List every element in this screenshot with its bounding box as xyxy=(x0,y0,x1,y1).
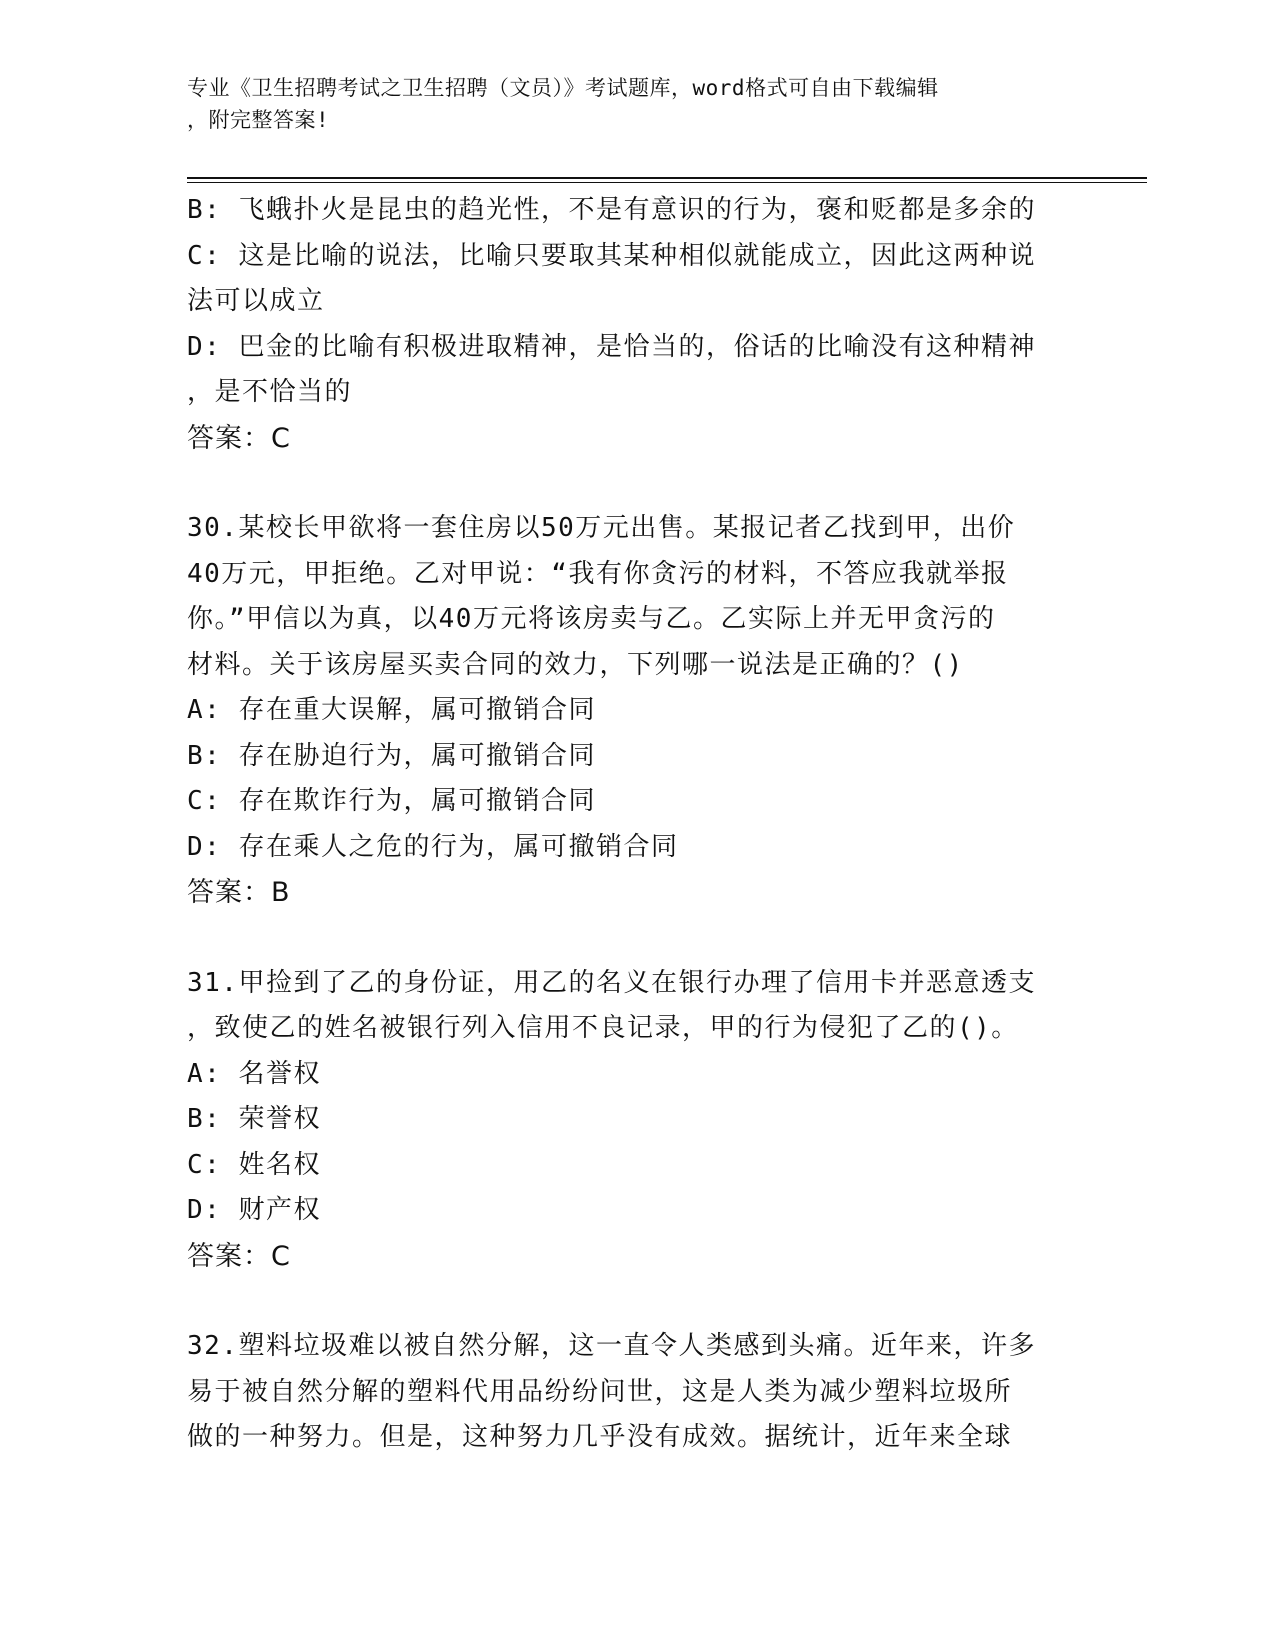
option-a: A: 存在重大误解，属可撤销合同 xyxy=(187,695,596,725)
answer-line: 答案：C xyxy=(187,422,291,454)
option-a: A: 名誉权 xyxy=(187,1058,321,1089)
spacer xyxy=(187,1279,1067,1324)
header-divider-thin xyxy=(187,182,1147,183)
question-29-tail xyxy=(187,188,1067,461)
document-body xyxy=(187,188,1067,1461)
option-line: B: 飞蛾扑火是昆虫的趋光性，不是有意识的行为，褒和贬都是多余的 xyxy=(187,195,1036,225)
option-line: D: 巴金的比喻有积极进取精神，是恰当的，俗话的比喻没有这种精神 xyxy=(187,331,1036,362)
question-text-line: 32.塑料垃圾难以被自然分解，这一直令人类感到头痛。近年来，许多 xyxy=(187,1331,1036,1361)
header-line-1: 专业《卫生招聘考试之卫生招聘（文员）》考试题库，word格式可自由下载编辑 xyxy=(187,76,939,100)
option-b: B: 存在胁迫行为，属可撤销合同 xyxy=(187,740,596,771)
option-line: 法可以成立 xyxy=(187,286,325,316)
question-32 xyxy=(187,1324,1067,1461)
question-text-line: 30.某校长甲欲将一套住房以50万元出售。某报记者乙找到甲，出价 xyxy=(187,513,1016,543)
answer-line: 答案：C xyxy=(187,1240,291,1272)
option-b: B: 荣誉权 xyxy=(187,1104,321,1134)
spacer xyxy=(187,461,1067,506)
question-text-line: 材料。关于该房屋买卖合同的效力，下列哪一说法是正确的？() xyxy=(187,649,964,680)
document-header xyxy=(187,72,1067,136)
question-text-line: 易于被自然分解的塑料代用品纷纷问世，这是人类为减少塑料垃圾所 xyxy=(187,1376,1013,1407)
option-d: D: 存在乘人之危的行为，属可撤销合同 xyxy=(187,831,679,862)
question-30 xyxy=(187,506,1067,916)
header-line-2: ，附完整答案! xyxy=(187,108,330,132)
header-divider-thick xyxy=(187,177,1147,179)
option-c: C: 存在欺诈行为，属可撤销合同 xyxy=(187,786,596,816)
question-text-line: 做的一种努力。但是，这种努力几乎没有成效。据统计，近年来全球 xyxy=(187,1422,1013,1452)
question-text-line: ，致使乙的姓名被银行列入信用不良记录，甲的行为侵犯了乙的()。 xyxy=(187,1013,1019,1043)
option-c: C: 姓名权 xyxy=(187,1149,321,1180)
answer-line: 答案：B xyxy=(187,877,291,908)
question-text-line: 你。”甲信以为真，以40万元将该房卖与乙。乙实际上并无甲贪污的 xyxy=(187,604,996,634)
spacer xyxy=(187,916,1067,961)
question-text-line: 31.甲捡到了乙的身份证，用乙的名义在银行办理了信用卡并恶意透支 xyxy=(187,967,1036,998)
option-line: ，是不恰当的 xyxy=(187,377,353,407)
question-31 xyxy=(187,961,1067,1280)
option-line: C: 这是比喻的说法，比喻只要取其某种相似就能成立，因此这两种说 xyxy=(187,240,1036,271)
option-d: D: 财产权 xyxy=(187,1195,321,1225)
question-text-line: 40万元，甲拒绝。乙对甲说：“我有你贪污的材料，不答应我就举报 xyxy=(187,558,1009,589)
